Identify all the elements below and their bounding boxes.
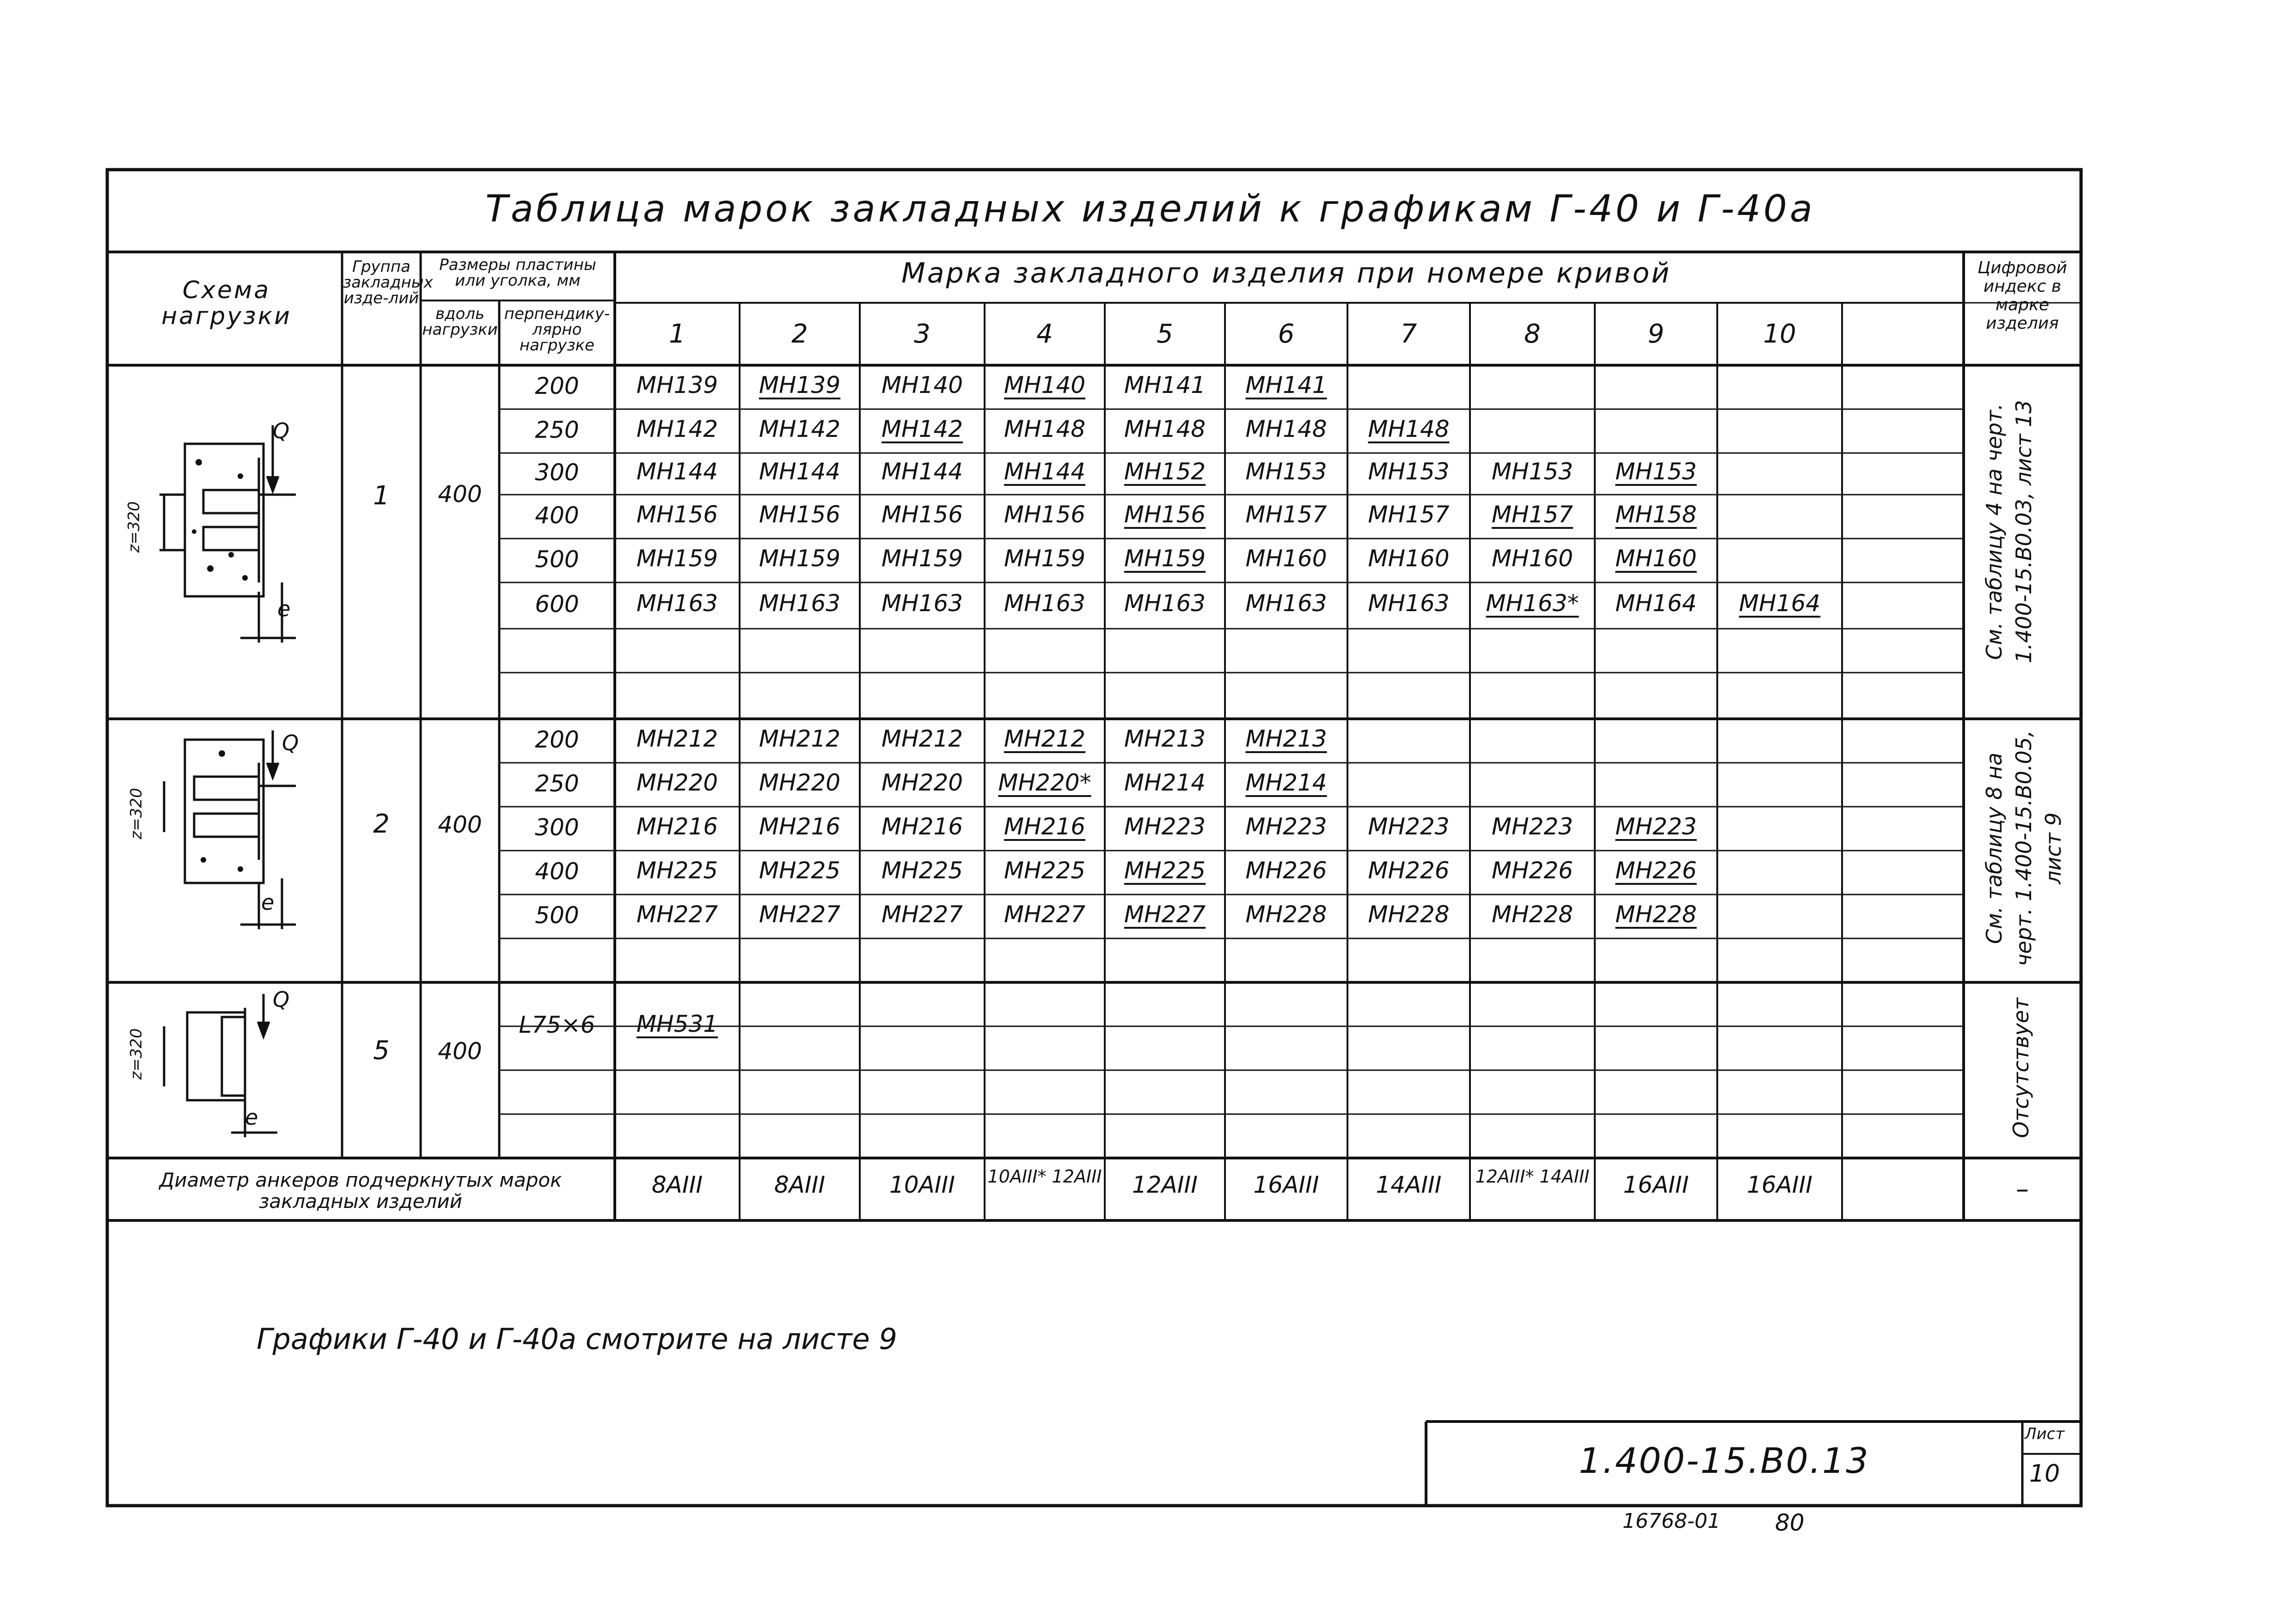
perp-size: 200	[535, 726, 579, 753]
mark-cell: МН157	[1245, 501, 1327, 528]
anchor-diameter: 8АIII	[651, 1171, 703, 1198]
load-scheme-2	[164, 730, 296, 929]
perp-size: 250	[535, 770, 579, 797]
mark-cell: МН225	[881, 857, 963, 884]
mark-cell: МН163	[1124, 590, 1206, 617]
mark-cell: МН225	[1004, 857, 1086, 884]
perp-size: 300	[535, 814, 579, 841]
table-title: Таблица марок закладных изделий к графикам Г-40 и Г-40а	[485, 187, 1815, 230]
curve-number: 2	[791, 319, 808, 349]
sheet-number: 10	[2029, 1460, 2060, 1488]
curve-number: 10	[1763, 319, 1796, 349]
mark-cell: МН213	[1245, 725, 1327, 752]
digital-index-group-5: Отсутствует	[2008, 998, 2033, 1138]
digital-index-group-2: См. таблицу 8 на черт. 1.400-15.В0.05, лист 9	[1982, 730, 2066, 967]
perp-size: 300	[535, 459, 579, 486]
mark-cell: МН163	[1368, 590, 1450, 617]
curve-number: 1	[669, 319, 686, 349]
perp-size: 500	[535, 545, 579, 573]
mark-cell: МН141	[1124, 371, 1206, 398]
dim-label: z=320	[127, 1028, 146, 1080]
mark-cell: МН160	[1368, 545, 1450, 572]
mark-cell: МН148	[1245, 415, 1327, 442]
mark-cell: МН227	[881, 901, 963, 928]
mark-cell: МН163*	[1486, 590, 1579, 617]
archive-page: 80	[1775, 1509, 1805, 1536]
mark-cell: МН139	[636, 371, 718, 398]
mark-cell: МН226	[1245, 857, 1327, 884]
perp-size: 250	[535, 416, 579, 443]
mark-cell: МН148	[1004, 415, 1086, 442]
mark-cell: МН220	[759, 769, 841, 796]
mark-cell: МН214	[1124, 769, 1206, 796]
eccentricity-label: e	[245, 1105, 258, 1130]
along-size: 400	[438, 1038, 482, 1065]
mark-cell: МН226	[1491, 857, 1574, 884]
curve-number: 3	[914, 319, 931, 349]
dim-label: z=320	[127, 788, 146, 840]
mark-cell: МН140	[1004, 371, 1086, 398]
mark-cell: МН158	[1615, 501, 1697, 528]
group-number: 1	[373, 481, 390, 511]
mark-cell: МН148	[1124, 415, 1206, 442]
mark-cell: МН223	[1368, 813, 1450, 840]
load-scheme-1	[159, 425, 296, 643]
curve-number: 4	[1036, 319, 1053, 349]
mark-cell: МН227	[1004, 901, 1086, 928]
mark-cell: МН216	[759, 813, 841, 840]
curve-number: 5	[1157, 319, 1173, 349]
anchor-diameter: 16АIII	[1623, 1171, 1689, 1198]
anchor-diameter: 16АIII	[1746, 1171, 1813, 1198]
mark-cell: МН163	[636, 590, 718, 617]
archive-number: 16768-01	[1623, 1509, 1720, 1533]
anchor-diameter: 10АIII* 12АIII	[987, 1166, 1102, 1187]
mark-cell: МН160	[1245, 545, 1327, 572]
sheet-label: Лист	[2025, 1425, 2065, 1443]
perp-size: 600	[535, 591, 579, 618]
mark-cell: МН216	[881, 813, 963, 840]
mark-cell: МН157	[1368, 501, 1450, 528]
anchor-diameter: 16АIII	[1253, 1171, 1319, 1198]
mark-cell: МН156	[881, 501, 963, 528]
mark-cell: МН156	[636, 501, 718, 528]
header-along: вдоль нагрузки	[422, 305, 498, 339]
mark-cell: МН212	[1004, 725, 1086, 752]
load-label: Q	[273, 987, 290, 1012]
mark-cell: МН226	[1615, 857, 1697, 884]
perp-size: 200	[535, 372, 579, 399]
mark-cell: МН153	[1245, 458, 1327, 485]
curve-number: 9	[1647, 319, 1665, 349]
mark-cell: МН144	[636, 458, 718, 485]
mark-cell: МН141	[1245, 371, 1327, 398]
perp-size: 500	[535, 901, 579, 929]
mark-cell: МН220	[881, 769, 963, 796]
load-scheme-5	[164, 994, 277, 1137]
mark-cell: МН156	[1124, 501, 1206, 528]
mark-cell: МН153	[1491, 458, 1574, 485]
mark-cell: МН160	[1491, 545, 1574, 572]
mark-cell: МН153	[1368, 458, 1450, 485]
mark-cell: МН220*	[998, 769, 1091, 796]
along-size: 400	[438, 811, 482, 838]
mark-cell: МН144	[1004, 458, 1086, 485]
mark-cell: МН156	[759, 501, 841, 528]
header-group: Группа закладных изде-лий	[343, 257, 433, 307]
mark-cell: МН212	[636, 725, 718, 752]
dim-label: z=320	[125, 501, 143, 553]
mark-cell: МН223	[1124, 813, 1206, 840]
mark-cell: МН159	[636, 545, 718, 572]
mark-cell: МН228	[1491, 901, 1574, 928]
mark-cell: МН223	[1245, 813, 1327, 840]
mark-cell: МН228	[1245, 901, 1327, 928]
mark-cell: МН223	[1491, 813, 1574, 840]
mark-cell: МН163	[881, 590, 963, 617]
mark-cell: МН142	[759, 415, 841, 442]
load-label: Q	[273, 418, 290, 443]
eccentricity-label: e	[277, 596, 291, 621]
diameter-label: Диаметр анкеров подчеркнутых марок закладных изделий	[159, 1169, 562, 1213]
curve-number: 6	[1278, 319, 1295, 349]
diameter-index: –	[2016, 1174, 2029, 1204]
curve-number: 7	[1400, 319, 1417, 349]
along-size: 400	[438, 481, 482, 508]
anchor-diameter: 10АIII	[889, 1171, 955, 1198]
anchor-diameter: 14АIII	[1376, 1171, 1442, 1198]
mark-cell: МН159	[759, 545, 841, 572]
mark-cell: МН144	[881, 458, 963, 485]
digital-index-group-1: См. таблицу 4 на черт. 1.400-15.В0.03, лист 13	[1982, 400, 2036, 663]
mark-cell: МН163	[759, 590, 841, 617]
document-code: 1.400-15.В0.13	[1579, 1440, 1870, 1481]
mark-cell: МН142	[881, 415, 963, 442]
mark-cell: МН228	[1615, 901, 1697, 928]
mark-cell: МН226	[1368, 857, 1450, 884]
header-digital-index: Цифровой индекс в марке изделия	[1978, 258, 2067, 333]
mark-cell: МН214	[1245, 769, 1327, 796]
header-perp: перпендику-лярно нагрузке	[504, 305, 610, 355]
mark-cell: МН159	[1124, 545, 1206, 572]
mark-cell: МН160	[1615, 545, 1697, 572]
perp-size: 400	[535, 858, 579, 885]
mark-cell: МН140	[881, 371, 963, 398]
mark-cell: МН228	[1368, 901, 1450, 928]
mark-cell: МН227	[1124, 901, 1206, 928]
mark-cell: МН159	[1004, 545, 1086, 572]
curve-number: 8	[1524, 319, 1541, 349]
perp-size: L75×6	[519, 1011, 595, 1038]
perp-size: 400	[535, 502, 579, 529]
eccentricity-label: e	[261, 890, 275, 915]
group-number: 5	[373, 1036, 390, 1066]
mark-cell: МН156	[1004, 501, 1086, 528]
header-mark: Марка закладного изделия при номере кривой	[901, 257, 1671, 289]
anchor-diameter: 12АIII* 14АIII	[1475, 1166, 1590, 1187]
mark-cell: МН213	[1124, 725, 1206, 752]
mark-cell: МН142	[636, 415, 718, 442]
mark-cell: МН212	[759, 725, 841, 752]
mark-cell: МН227	[759, 901, 841, 928]
mark-cell: МН216	[636, 813, 718, 840]
mark-cell: МН212	[881, 725, 963, 752]
header-scheme: Схема нагрузки	[161, 276, 292, 330]
mark-cell: МН163	[1004, 590, 1086, 617]
mark-cell: МН144	[759, 458, 841, 485]
mark-cell: МН216	[1004, 813, 1086, 840]
mark-cell: МН139	[759, 371, 841, 398]
mark-cell: МН164	[1739, 590, 1821, 617]
mark-cell: МН152	[1124, 458, 1206, 485]
mark-cell: МН225	[1124, 857, 1206, 884]
mark-cell: МН164	[1615, 590, 1697, 617]
mark-cell: МН223	[1615, 813, 1697, 840]
mark-cell: МН148	[1368, 415, 1450, 442]
mark-cell: МН225	[636, 857, 718, 884]
anchor-diameter: 8АIII	[774, 1171, 826, 1198]
mark-cell: МН159	[881, 545, 963, 572]
load-label: Q	[282, 730, 299, 755]
mark-cell: МН220	[636, 769, 718, 796]
mark-cell: МН153	[1615, 458, 1697, 485]
header-sizes: Размеры пластины или уголка, мм	[439, 256, 596, 290]
mark-cell: МН227	[636, 901, 718, 928]
graphs-note: Графики Г-40 и Г-40а смотрите на листе 9	[257, 1322, 897, 1356]
anchor-diameter: 12АIII	[1132, 1171, 1198, 1198]
mark-cell: МН157	[1491, 501, 1574, 528]
mark-cell: МН225	[759, 857, 841, 884]
group-number: 2	[373, 809, 390, 839]
mark-cell: МН163	[1245, 590, 1327, 617]
mark-cell: МН531	[636, 1011, 718, 1037]
